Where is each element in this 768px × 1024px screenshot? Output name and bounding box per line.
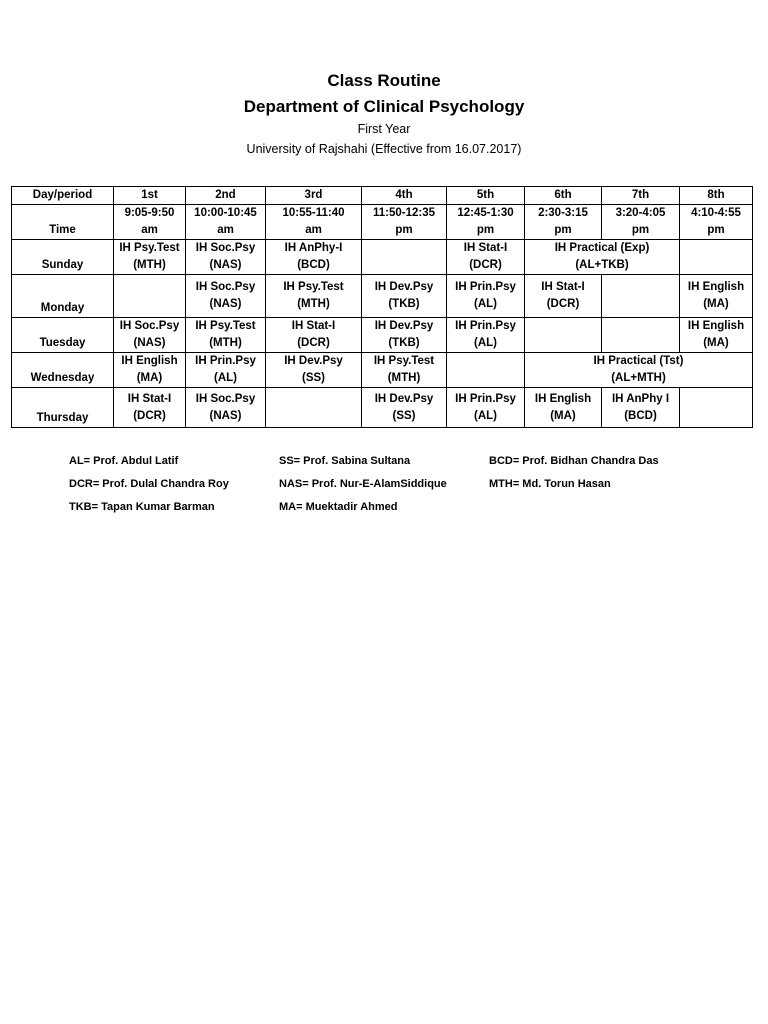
- cell-line: am: [217, 224, 234, 236]
- time-row: [12, 205, 753, 240]
- day-label: Thursday: [12, 388, 114, 428]
- cell-line: IH English: [121, 355, 178, 367]
- cell-line: 9:05-9:50: [124, 207, 175, 219]
- period-header: 4th: [362, 187, 447, 205]
- class-cell: [525, 353, 753, 388]
- cell-line: (NAS): [209, 409, 242, 422]
- class-cell: [266, 353, 362, 388]
- cell-line: pm: [631, 224, 650, 236]
- legend-item: AL= Prof. Abdul Latif: [69, 455, 179, 467]
- legend-item: NAS= Prof. Nur-E-AlamSiddique: [279, 478, 447, 490]
- legend-item: SS= Prof. Sabina Sultana: [279, 455, 411, 467]
- cell-line: (BCD): [297, 259, 330, 271]
- page-title: Class Routine: [327, 71, 441, 90]
- class-cell: [362, 388, 447, 428]
- cell-line: pm: [707, 224, 725, 236]
- time-cell: [680, 205, 753, 240]
- cell-line: 11:50-12:35: [372, 207, 436, 219]
- cell-line: am: [305, 224, 322, 236]
- cell-line: pm: [476, 224, 495, 236]
- cell-line: (AL): [474, 298, 497, 310]
- class-cell: [602, 388, 680, 428]
- time-cell: [525, 205, 602, 240]
- cell-line: IH English: [534, 392, 592, 405]
- day-label: Tuesday: [12, 318, 114, 353]
- day-label: Monday: [12, 275, 114, 318]
- cell-line: IH Prin.Psy: [195, 355, 256, 367]
- legend-item: DCR= Prof. Dulal Chandra Roy: [69, 478, 229, 490]
- cell-line: (MTH): [297, 298, 330, 310]
- cell-line: IH Dev.Psy: [374, 281, 434, 293]
- class-cell: [680, 388, 753, 428]
- day-row: [12, 353, 753, 388]
- cell-line: (DCR): [469, 259, 502, 271]
- cell-line: (MA): [703, 337, 729, 349]
- cell-line: IH Dev.Psy: [374, 320, 434, 332]
- year-label: First Year: [357, 122, 411, 136]
- cell-line: IH Psy.Test: [195, 320, 256, 332]
- cell-line: IH Soc.Psy: [195, 281, 256, 293]
- class-cell: [186, 353, 266, 388]
- legend-item: MA= Muektadir Ahmed: [279, 501, 398, 513]
- class-cell: [680, 275, 753, 318]
- cell-line: pm: [395, 224, 413, 236]
- period-header: 3rd: [266, 187, 362, 205]
- cell-line: (BCD): [624, 409, 657, 422]
- class-cell: [602, 318, 680, 353]
- cell-line: 4:10-4:55: [691, 207, 741, 219]
- department-title: Department of Clinical Psychology: [243, 97, 525, 116]
- cell-line: IH Stat-I: [127, 392, 172, 405]
- cell-line: IH Soc.Psy: [195, 392, 256, 405]
- cell-line: (MTH): [209, 337, 242, 349]
- cell-line: IH Psy.Test: [119, 242, 180, 254]
- cell-line: (SS): [392, 409, 416, 422]
- cell-line: (AL): [474, 409, 497, 422]
- cell-line: IH Dev.Psy: [284, 355, 343, 367]
- time-cell: [114, 205, 186, 240]
- cell-line: pm: [554, 224, 572, 236]
- cell-line: (DCR): [297, 337, 330, 349]
- cell-line: IH Prin.Psy: [455, 281, 516, 293]
- class-cell: [114, 275, 186, 318]
- cell-line: (AL+TKB): [575, 259, 629, 271]
- university-label: University of Rajshahi (Effective from 16.07.2017): [246, 142, 522, 156]
- class-cell: [114, 353, 186, 388]
- cell-line: 10:55-11:40: [282, 207, 345, 219]
- period-header-row: [12, 187, 753, 205]
- cell-line: 3:20-4:05: [615, 207, 666, 219]
- period-header: 8th: [680, 187, 753, 205]
- class-cell: [266, 388, 362, 428]
- cell-line: (AL): [474, 337, 497, 349]
- period-header: 7th: [602, 187, 680, 205]
- cell-line: IH Stat-I: [463, 242, 508, 254]
- class-cell: [525, 388, 602, 428]
- cell-line: (NAS): [209, 298, 242, 310]
- class-cell: [447, 388, 525, 428]
- cell-line: (MA): [550, 409, 576, 422]
- cell-line: (AL+MTH): [611, 372, 666, 384]
- cell-line: IH Prin.Psy: [455, 320, 516, 332]
- cell-line: IH Soc.Psy: [195, 242, 256, 254]
- class-cell: [114, 318, 186, 353]
- cell-line: (DCR): [133, 409, 166, 422]
- class-cell: [266, 275, 362, 318]
- cell-line: IH English: [687, 320, 745, 332]
- cell-line: 10:00-10:45: [194, 207, 257, 219]
- day-row: [12, 318, 753, 353]
- cell-line: (NAS): [209, 259, 242, 271]
- cell-line: IH Soc.Psy: [119, 320, 180, 332]
- cell-line: 2:30-3:15: [538, 207, 588, 219]
- class-cell: [186, 275, 266, 318]
- cell-line: IH Practical (Exp): [554, 242, 650, 254]
- cell-line: IH Stat-I: [291, 320, 336, 332]
- class-cell: [186, 388, 266, 428]
- cell-line: IH AnPhy I: [611, 392, 670, 405]
- day-label: Sunday: [12, 240, 114, 275]
- time-cell: [266, 205, 362, 240]
- cell-line: IH Practical (Tst): [593, 355, 684, 367]
- class-cell: [362, 275, 447, 318]
- cell-line: (SS): [302, 372, 325, 384]
- cell-line: (TKB): [388, 337, 420, 349]
- time-cell: [447, 205, 525, 240]
- cell-line: IH Prin.Psy: [455, 392, 516, 405]
- class-cell: [447, 353, 525, 388]
- class-cell: [362, 240, 447, 275]
- cell-line: IH Psy.Test: [283, 281, 344, 293]
- time-label: Time: [12, 205, 114, 240]
- class-cell: [447, 275, 525, 318]
- class-cell: [114, 388, 186, 428]
- day-label: Wednesday: [12, 353, 114, 388]
- cell-line: (MTH): [133, 259, 166, 271]
- cell-line: IH Psy.Test: [373, 355, 435, 367]
- cell-line: (TKB): [388, 298, 420, 310]
- cell-line: IH AnPhy-I: [284, 242, 343, 254]
- cell-line: (NAS): [133, 337, 166, 349]
- class-cell: [266, 240, 362, 275]
- cell-line: 12:45-1:30: [457, 207, 514, 219]
- cell-line: IH English: [687, 281, 745, 293]
- class-cell: [186, 318, 266, 353]
- cell-line: IH Stat-I: [541, 281, 585, 293]
- cell-line: (MA): [703, 298, 729, 310]
- class-cell: [680, 318, 753, 353]
- class-cell: [362, 353, 447, 388]
- cell-line: (MTH): [387, 372, 421, 384]
- day-row: [12, 275, 753, 318]
- class-cell: [525, 318, 602, 353]
- cell-line: (MA): [136, 372, 163, 384]
- time-cell: [362, 205, 447, 240]
- class-cell: [525, 240, 680, 275]
- period-header: 6th: [525, 187, 602, 205]
- day-row: [12, 240, 753, 275]
- class-cell: [602, 275, 680, 318]
- period-header: 5th: [447, 187, 525, 205]
- day-row: [12, 388, 753, 428]
- cell-line: (DCR): [546, 298, 580, 310]
- cell-line: (AL): [214, 372, 237, 384]
- class-cell: [447, 240, 525, 275]
- period-header: 2nd: [186, 187, 266, 205]
- class-cell: [680, 240, 753, 275]
- class-cell: [186, 240, 266, 275]
- class-cell: [525, 275, 602, 318]
- cell-line: IH Dev.Psy: [374, 392, 434, 405]
- class-cell: [447, 318, 525, 353]
- period-header: 1st: [114, 187, 186, 205]
- legend-item: BCD= Prof. Bidhan Chandra Das: [489, 455, 659, 467]
- legend-item: MTH= Md. Torun Hasan: [489, 478, 611, 490]
- time-cell: [186, 205, 266, 240]
- time-cell: [602, 205, 680, 240]
- routine-table: [11, 186, 753, 428]
- class-cell: [114, 240, 186, 275]
- legend-item: TKB= Tapan Kumar Barman: [69, 501, 215, 513]
- cell-line: am: [141, 224, 158, 236]
- class-cell: [362, 318, 447, 353]
- class-cell: [266, 318, 362, 353]
- corner-header: Day/period: [12, 187, 114, 205]
